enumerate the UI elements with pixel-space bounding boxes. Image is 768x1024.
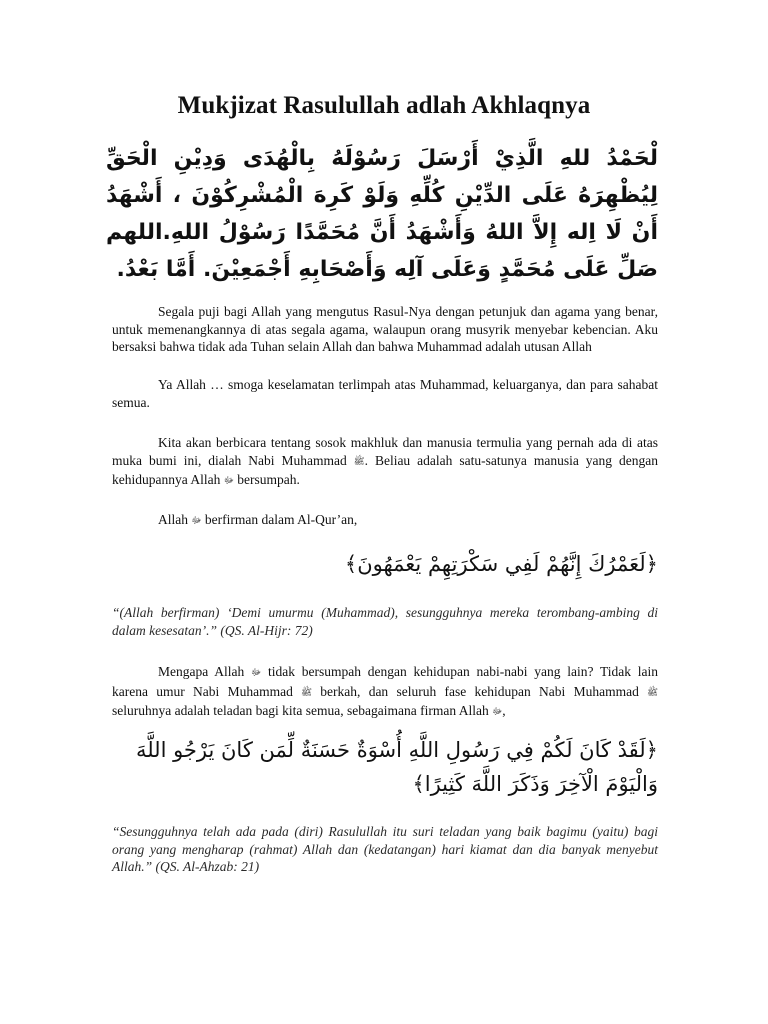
verse-translation-al-ahzab: “Sesungguhnya telah ada pada (diri) Rasulullah itu suri teladan yang baik bagimu (yaitu) bagi orang yang mengharap (rahmat) Allah dan (kedatangan) hari kiamat dan dia banyak menyebut Allah.” (QS. Al-Ahzab: 21): [112, 824, 658, 874]
swt-honorific-icon: ﷻ: [191, 516, 202, 526]
paragraph-introduction: [112, 434, 658, 491]
saw-honorific-icon: ﷺ: [647, 687, 659, 698]
quran-verse-al-ahzab: ﴿لَقَدْ كَانَ لَكُمْ فِي رَسُولِ اللَّهِ أُسْوَةٌ حَسَنَةٌ لِّمَن كَانَ يَرْجُو اللَّهَ وَالْيَوْمَ الْآخِرَ وَذَكَرَ اللَّهَ كَثِيرًا﴾: [135, 738, 658, 796]
paragraph-opening-translation: Segala puji bagi Allah yang mengutus Rasul-Nya dengan petunjuk dan agama yang benar, untuk memenangkannya di atas segala agama, walaupun orang musyrik menyebar kebencian. Aku bersaksi bahwa tidak ada Tuhan selain Allah dan bahwa Muhammad adalah utusan Allah: [112, 304, 658, 354]
arabic-opening-prayer: لْحَمْدُ للهِ الَّذِيْ أَرْسَلَ رَسُوْلَهُ بِالْهُدَى وَدِيْنِ الْحَقِّ لِيُظْهِرَهُ عَلَى الدِّيْنِ كُلِّهِ وَلَوْ كَرِهَ الْمُشْرِكُوْنَ ، أَشْهَدُ أَنْ لَا اِله إِلاَّ اللهُ وَأَشْهَدُ أَنَّ مُحَمَّدًا رَسُوْلُ اللهِ.اللهم صَلِّ عَلَى مُحَمَّدٍ وَعَلَى آلِه وَأَصْحَابِهِ أَجْمَعِيْنَ. أَمَّا بَعْدُ.: [106, 146, 658, 282]
text-segment: bersumpah.: [233, 472, 300, 487]
swt-honorific-icon: ﷻ: [251, 668, 262, 678]
swt-honorific-icon: ﷻ: [492, 707, 503, 717]
paragraph-why-oath: [112, 663, 658, 722]
quran-verse-al-hijr: ﴿لَعَمْرُكَ إِنَّهُمْ لَفِي سَكْرَتِهِمْ يَعْمَهُونَ﴾: [344, 552, 658, 576]
verse-translation-al-hijr: “(Allah berfirman) ‘Demi umurmu (Muhammad), sesungguhnya mereka terombang-ambing di dalam kesesatan’.” (QS. Al-Hijr: 72): [112, 605, 658, 638]
text-segment: Kita akan berbicara tentang sosok makhluk dan manusia termulia yang pernah ada di atas muka bumi ini, dialah Nabi Muhammad: [112, 435, 658, 468]
text-segment: berfirman dalam Al-Qur’an,: [201, 512, 358, 527]
saw-honorific-icon: ﷺ: [353, 456, 365, 467]
paragraph-allah-says: [112, 511, 658, 531]
saw-honorific-icon: ﷺ: [301, 687, 312, 698]
paragraph-salawat: Ya Allah … smoga keselamatan terlimpah atas Muhammad, keluarganya, dan para sahabat semua.: [112, 377, 658, 410]
text-segment: Allah: [158, 512, 188, 527]
text-segment: berkah, dan seluruh fase kehidupan Nabi Muhammad: [312, 683, 639, 699]
text-segment: . Beliau adalah satu-satunya manusia yang dengan kehidupannya Allah: [112, 452, 658, 487]
text-segment: Mengapa Allah: [158, 664, 245, 679]
swt-honorific-icon: ﷻ: [223, 476, 234, 486]
text-segment: tidak bersumpah dengan kehidupan nabi-nabi yang lain? Tidak lain karena umur Nabi Muhammad: [112, 664, 658, 699]
page-title: Mukjizat Rasulullah adlah Akhlaqnya: [177, 92, 591, 119]
text-segment: seluruhnya adalah teladan bagi kita semua, sebagaimana firman Allah: [112, 703, 489, 718]
text-segment: ,: [502, 703, 506, 718]
